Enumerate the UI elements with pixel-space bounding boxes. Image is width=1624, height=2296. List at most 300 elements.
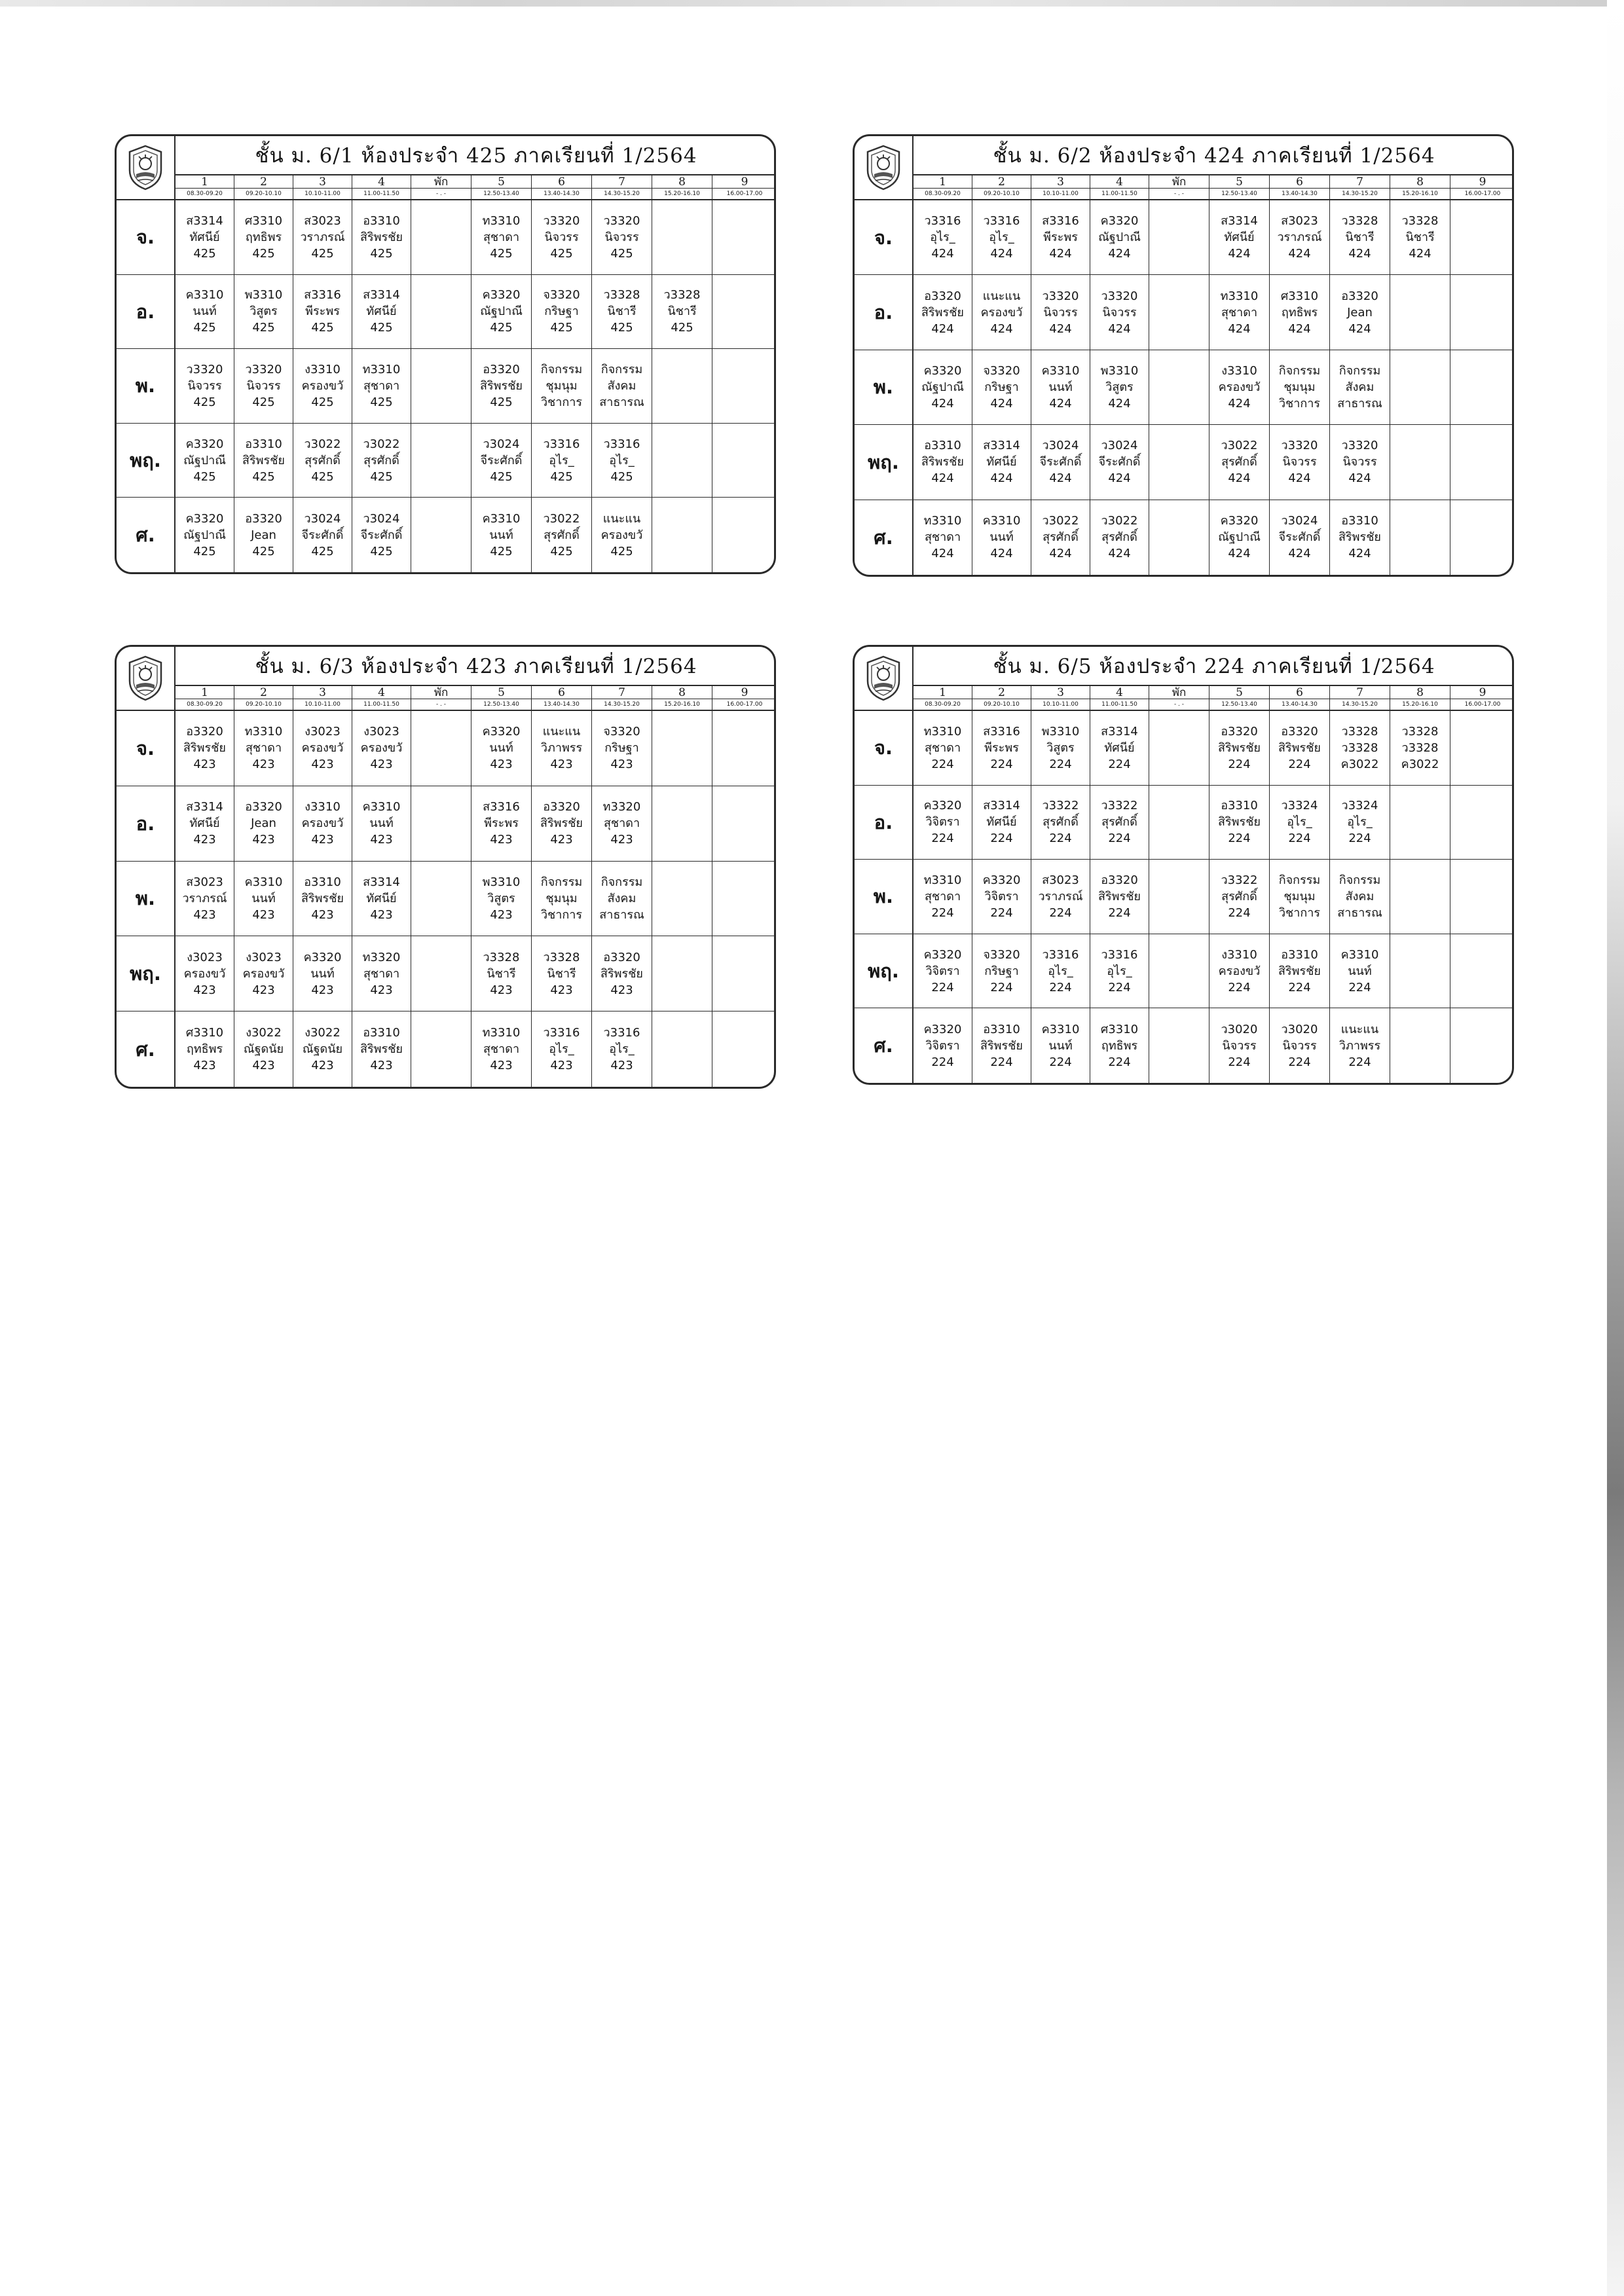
course-code: ส3316 — [1042, 214, 1079, 228]
teacher-name: สิริพรชัย — [480, 378, 523, 393]
teacher-name: กริษฐา — [544, 304, 579, 319]
course-code: กิจกรรม — [540, 362, 583, 376]
period-time: 09.20-10.10 — [234, 189, 293, 200]
period-number: 1 — [913, 686, 972, 699]
room-number: 425 — [370, 246, 393, 261]
class-cell — [234, 711, 293, 786]
room-number: วิชาการ — [1278, 396, 1321, 410]
teacher-name: ทัศนีย์ — [366, 891, 397, 905]
course-code: ค3310 — [1340, 947, 1379, 962]
course-code: ง3022 — [246, 1026, 282, 1040]
class-cell — [1390, 200, 1450, 275]
period-number: 7 — [1330, 175, 1390, 189]
class-cell — [592, 1011, 652, 1087]
room-number: 423 — [311, 1059, 334, 1073]
class-cell — [652, 1011, 712, 1087]
teacher-name: สุรศักดิ์ — [1221, 889, 1257, 903]
lunch-cell — [411, 786, 471, 862]
teacher-name: ณัฐปาณี — [1218, 530, 1261, 545]
room-number: 424 — [1348, 321, 1371, 336]
course-code: อ3320 — [1101, 873, 1138, 887]
class-cell — [532, 711, 592, 786]
class-cell — [1450, 1008, 1514, 1083]
class-cell — [1090, 786, 1149, 860]
timetable-grid — [117, 647, 774, 1087]
room-number: 424 — [1348, 547, 1371, 561]
school-emblem-icon — [863, 655, 904, 702]
room-number: 224 — [1108, 757, 1131, 771]
course-code: ง3310 — [1221, 363, 1257, 378]
room-number: สาธารณ — [599, 395, 644, 409]
period-time: 10.10-11.00 — [1031, 699, 1090, 711]
room-number: 224 — [1288, 831, 1311, 846]
teacher-name: สังคม — [1345, 889, 1375, 903]
teacher-name: สุรศักดิ์ — [304, 453, 341, 467]
room-number: 424 — [1228, 321, 1251, 336]
class-cell — [234, 1011, 293, 1087]
class-cell — [972, 860, 1031, 934]
course-code: อ3310 — [245, 437, 282, 451]
lunch-cell — [1149, 934, 1209, 1009]
course-code: ส3023 — [1042, 873, 1079, 887]
class-cell — [712, 424, 776, 498]
class-cell — [1031, 711, 1090, 786]
lunch-cell — [411, 275, 471, 350]
class-cell — [1450, 425, 1514, 500]
period-number: 6 — [1270, 686, 1330, 699]
course-code: อ3320 — [245, 511, 282, 526]
teacher-name: วิจิตรา — [925, 815, 960, 829]
teacher-name: ชุมนุม — [1283, 889, 1316, 903]
timetable-title: ชั้น ม. 6/1 ห้องประจำ 425 ภาคเรียนที่ 1/2564 — [175, 136, 776, 175]
class-cell — [972, 200, 1031, 275]
room-number: 424 — [1049, 471, 1072, 486]
room-number: 425 — [311, 246, 334, 261]
teacher-name: สุรศักดิ์ — [1043, 815, 1079, 829]
course-code: ว3328 — [543, 950, 580, 964]
class-cell — [175, 1011, 234, 1087]
class-cell — [1450, 934, 1514, 1009]
class-cell — [175, 424, 234, 498]
teacher-name: ครองขวั — [301, 741, 344, 756]
class-cell — [1330, 500, 1390, 575]
teacher-name: นิจวรร — [1222, 1038, 1257, 1053]
room-number: 425 — [370, 395, 393, 409]
class-cell — [1390, 711, 1450, 786]
class-cell — [471, 862, 532, 937]
class-cell — [293, 275, 352, 350]
lunch-cell — [411, 711, 471, 786]
teacher-name: ณัฐปาณี — [480, 304, 523, 319]
room-number: 224 — [1288, 980, 1311, 994]
teacher-name: ครองขวั — [301, 816, 344, 831]
teacher-name: วิสูตร — [1105, 380, 1134, 394]
course-code: ว3316 — [603, 437, 640, 451]
class-cell — [1450, 786, 1514, 860]
course-code: ว3024 — [1281, 514, 1318, 528]
room-number: 424 — [1348, 247, 1371, 261]
class-cell — [175, 786, 234, 862]
teacher-name: ณัฐปาณี — [1098, 230, 1141, 245]
class-cell — [1031, 425, 1090, 500]
period-number: 4 — [352, 686, 411, 699]
class-cell — [1209, 1008, 1270, 1083]
course-code: ค3320 — [185, 511, 224, 526]
class-cell — [1031, 275, 1090, 350]
room-number: 423 — [490, 907, 513, 922]
class-cell — [175, 200, 234, 275]
teacher-name: ฤทธิพร — [186, 1042, 223, 1057]
room-number: 224 — [990, 757, 1013, 771]
room-number: 424 — [1108, 471, 1131, 486]
period-time: 15.20-16.10 — [1390, 189, 1450, 200]
class-cell — [352, 349, 411, 424]
course-code: ว3316 — [924, 214, 961, 228]
teacher-name: สุชาดา — [245, 741, 282, 756]
teacher-name: ทัศนีย์ — [1224, 230, 1255, 245]
lunch-cell — [1149, 1008, 1209, 1083]
lunch-cell — [1149, 711, 1209, 786]
teacher-name: สังคม — [607, 891, 637, 905]
room-number: 224 — [990, 905, 1013, 920]
teacher-name: ครองขวั — [980, 305, 1023, 319]
teacher-name: สุชาดา — [483, 230, 520, 244]
class-cell — [1090, 200, 1149, 275]
room-number: 424 — [1288, 547, 1311, 561]
class-cell — [1031, 934, 1090, 1009]
class-cell — [1090, 425, 1149, 500]
class-cell — [652, 936, 712, 1011]
room-number: 423 — [490, 1059, 513, 1073]
room-number: 224 — [931, 831, 954, 846]
room-number: 224 — [1049, 905, 1072, 920]
class-cell — [293, 862, 352, 937]
period-number: 7 — [1330, 686, 1390, 699]
room-number: 424 — [1228, 247, 1251, 261]
course-code: ว3320 — [1341, 439, 1378, 453]
class-cell — [712, 786, 776, 862]
room-number: 423 — [193, 907, 216, 922]
teacher-name: สุชาดา — [363, 378, 400, 393]
class-cell — [1450, 500, 1514, 575]
course-code: ส3023 — [186, 875, 223, 889]
lunch-cell — [1149, 275, 1209, 350]
class-cell — [652, 349, 712, 424]
teacher-name: นนท์ — [489, 741, 513, 756]
class-cell — [712, 200, 776, 275]
teacher-name: ครองขวั — [1218, 380, 1261, 394]
teacher-name: สิริพรชัย — [183, 741, 226, 756]
room-number: 423 — [252, 983, 275, 997]
period-time: 15.20-16.10 — [1390, 699, 1450, 711]
day-label: พ. — [855, 350, 913, 425]
teacher-name: สุชาดา — [1221, 305, 1258, 319]
room-number: 425 — [490, 321, 513, 335]
teacher-name: อุไร_ — [1347, 815, 1373, 829]
teacher-name: วิภาพรร — [1338, 1038, 1381, 1053]
course-code: ว3322 — [1042, 799, 1079, 813]
course-code: ส3316 — [483, 800, 520, 814]
course-code: ว3320 — [543, 213, 580, 228]
room-number: 424 — [1288, 321, 1311, 336]
teacher-name: นิชารี — [487, 966, 516, 981]
course-code: ว3022 — [1042, 514, 1079, 528]
course-code: ค3310 — [244, 875, 283, 889]
course-code: จ3320 — [543, 288, 580, 302]
class-cell — [972, 786, 1031, 860]
teacher-name: อุไร_ — [549, 453, 574, 467]
teacher-name: สิริพรชัย — [301, 891, 344, 905]
course-code: กิจกรรม — [1338, 363, 1381, 378]
class-cell — [352, 424, 411, 498]
room-number: 224 — [1348, 1055, 1371, 1069]
class-cell — [1270, 425, 1330, 500]
class-cell — [1330, 860, 1390, 934]
course-code: ท3310 — [923, 873, 962, 887]
room-number: 425 — [311, 321, 334, 335]
logo-box — [855, 647, 913, 711]
room-number: 423 — [370, 907, 393, 922]
course-code: ค3320 — [982, 873, 1021, 887]
course-code: อ3320 — [1281, 724, 1318, 738]
class-cell — [532, 424, 592, 498]
course-code: ค3320 — [185, 437, 224, 451]
lunch-cell — [411, 936, 471, 1011]
class-cell — [471, 1011, 532, 1087]
day-label: ศ. — [855, 1008, 913, 1083]
teacher-name: นิชารี — [607, 304, 637, 319]
class-cell — [1209, 500, 1270, 575]
teacher-name: จีระศักดิ์ — [1278, 530, 1321, 545]
class-cell — [293, 711, 352, 786]
teacher-name: ณัฐดนัย — [302, 1042, 343, 1057]
class-cell — [1390, 786, 1450, 860]
class-cell — [1330, 275, 1390, 350]
course-code: ค3310 — [1041, 363, 1080, 378]
room-number: 425 — [490, 469, 513, 484]
room-number: 424 — [1108, 396, 1131, 410]
room-number: 424 — [931, 471, 954, 486]
room-number: 224 — [1348, 831, 1371, 846]
teacher-name: วิจิตรา — [925, 964, 960, 978]
room-number: 424 — [931, 247, 954, 261]
class-cell — [1450, 200, 1514, 275]
teacher-name: วราภรณ์ — [1038, 889, 1083, 903]
course-code: อ3310 — [1341, 514, 1378, 528]
teacher-name: สิริพรชัย — [1278, 964, 1321, 978]
course-code: ส3314 — [983, 439, 1020, 453]
teacher-name: สุชาดา — [603, 816, 640, 831]
class-cell — [293, 498, 352, 572]
class-cell — [712, 1011, 776, 1087]
room-number: 224 — [1108, 980, 1131, 994]
room-number: สาธารณ — [1337, 396, 1382, 410]
timetable-card-m6-3 — [115, 645, 776, 1089]
course-code: ว3320 — [186, 362, 223, 376]
class-cell — [471, 424, 532, 498]
course-code: ว3324 — [1341, 799, 1378, 813]
course-code: อ3310 — [304, 875, 341, 889]
period-time: - . - — [1149, 699, 1209, 711]
teacher-name: Jean — [1347, 305, 1373, 319]
room-number: 425 — [311, 395, 334, 409]
class-cell — [293, 349, 352, 424]
course-code: ท3320 — [602, 800, 641, 814]
class-cell — [712, 711, 776, 786]
room-number: 224 — [1228, 905, 1251, 920]
teacher-name: นิจวรร — [187, 378, 222, 393]
class-cell — [592, 711, 652, 786]
lunch-cell — [1149, 200, 1209, 275]
room-number: 423 — [610, 833, 633, 847]
logo-box — [117, 136, 175, 200]
course-code: อ3320 — [245, 800, 282, 814]
course-code: ง3310 — [304, 800, 341, 814]
class-cell — [972, 711, 1031, 786]
course-code: อ3310 — [363, 213, 400, 228]
class-cell — [352, 200, 411, 275]
course-code: ว3328 — [1341, 724, 1378, 738]
course-code: ว3024 — [1101, 439, 1138, 453]
class-cell — [592, 498, 652, 572]
day-label: จ. — [117, 200, 175, 275]
room-number: 423 — [311, 983, 334, 997]
period-time: 10.10-11.00 — [1031, 189, 1090, 200]
period-time: 14.30-15.20 — [592, 699, 652, 711]
class-cell — [1209, 786, 1270, 860]
teacher-name: นิจวรร — [1102, 305, 1137, 319]
room-number: 425 — [311, 544, 334, 558]
day-label: ศ. — [117, 498, 175, 572]
period-number: 9 — [1450, 686, 1514, 699]
room-number: 425 — [252, 246, 275, 261]
course-code: ค3320 — [1100, 214, 1139, 228]
class-cell — [352, 498, 411, 572]
class-cell — [972, 934, 1031, 1009]
course-code: อ3310 — [1221, 799, 1258, 813]
room-number: ค3022 — [1340, 757, 1379, 771]
room-number: 424 — [1288, 471, 1311, 486]
period-time: - . - — [1149, 189, 1209, 200]
class-cell — [532, 275, 592, 350]
room-number: 424 — [931, 321, 954, 336]
class-cell — [913, 200, 972, 275]
lunch-cell — [1149, 350, 1209, 425]
period-time: 09.20-10.10 — [972, 189, 1031, 200]
teacher-name: จีระศักดิ์ — [1039, 455, 1082, 469]
teacher-name: วิสูตร — [249, 304, 278, 319]
class-cell — [293, 786, 352, 862]
period-time: 13.40-14.30 — [532, 699, 592, 711]
room-number: 425 — [252, 321, 275, 335]
class-cell — [592, 424, 652, 498]
class-cell — [1270, 860, 1330, 934]
course-code: ง3023 — [246, 950, 282, 964]
timetable-card-m6-2 — [853, 134, 1514, 577]
course-code: ว3320 — [603, 213, 640, 228]
period-number: 3 — [1031, 175, 1090, 189]
course-code: ท3310 — [482, 1026, 521, 1040]
teacher-name: อุไร_ — [1287, 815, 1312, 829]
teacher-name: สังคม — [1345, 380, 1375, 394]
period-number: 1 — [175, 175, 234, 189]
day-label: ศ. — [117, 1011, 175, 1087]
course-code: อ3310 — [983, 1022, 1020, 1036]
period-number: 3 — [293, 175, 352, 189]
room-number: 224 — [1288, 1055, 1311, 1069]
class-cell — [1090, 350, 1149, 425]
timetable-grid — [117, 136, 774, 572]
teacher-name: นิจวรร — [1342, 455, 1377, 469]
class-cell — [1209, 350, 1270, 425]
course-code: แนะแน — [1340, 1022, 1379, 1036]
teacher-name: นนท์ — [251, 891, 276, 905]
teacher-name: อุไร_ — [1107, 964, 1132, 978]
room-number: 423 — [490, 833, 513, 847]
course-code: กิจกรรม — [1278, 363, 1321, 378]
day-label: อ. — [117, 275, 175, 350]
teacher-name: ชุมนุม — [1283, 380, 1316, 394]
course-code: ส3314 — [186, 800, 223, 814]
period-time: 16.00-17.00 — [1450, 189, 1514, 200]
teacher-name: ครองขวั — [242, 966, 285, 981]
room-number: 224 — [1108, 1055, 1131, 1069]
course-code: ว3328 — [603, 288, 640, 302]
teacher-name: สุชาดา — [924, 889, 961, 903]
course-code: ท3320 — [362, 950, 401, 964]
room-number: 424 — [1108, 547, 1131, 561]
teacher-name: สิริพรชัย — [540, 816, 583, 831]
school-emblem-icon — [125, 144, 166, 191]
timetable-grid — [855, 647, 1512, 1083]
course-code: ว3316 — [1042, 947, 1079, 962]
day-label: จ. — [855, 200, 913, 275]
class-cell — [1090, 500, 1149, 575]
period-number: 8 — [1390, 175, 1450, 189]
course-code: ง3023 — [187, 950, 223, 964]
class-cell — [1330, 1008, 1390, 1083]
period-number: 3 — [293, 686, 352, 699]
course-code: ส3314 — [1221, 214, 1258, 228]
room-number: 224 — [931, 1055, 954, 1069]
teacher-name: พีระพร — [1043, 230, 1078, 245]
course-code: กิจกรรม — [1278, 873, 1321, 887]
room-number: 424 — [1108, 247, 1131, 261]
class-cell — [293, 200, 352, 275]
class-cell — [532, 1011, 592, 1087]
period-time: 16.00-17.00 — [1450, 699, 1514, 711]
room-number: 423 — [370, 833, 393, 847]
course-code: ท3310 — [482, 213, 521, 228]
course-code: ว3328 — [483, 950, 520, 964]
course-code: ค3310 — [482, 511, 521, 526]
period-number: 2 — [972, 686, 1031, 699]
course-code: ว3020 — [1281, 1022, 1318, 1036]
room-number: 224 — [1228, 831, 1251, 846]
teacher-name: อุไร_ — [609, 1042, 635, 1057]
class-cell — [652, 424, 712, 498]
room-number: 423 — [550, 833, 573, 847]
class-cell — [1031, 200, 1090, 275]
class-cell — [175, 936, 234, 1011]
teacher-name: สิริพรชัย — [1218, 740, 1261, 755]
teacher-name: จีระศักดิ์ — [301, 528, 344, 542]
course-code: ค3310 — [982, 514, 1021, 528]
timetable-title: ชั้น ม. 6/5 ห้องประจำ 224 ภาคเรียนที่ 1/2564 — [913, 647, 1514, 686]
day-label: พฤ. — [855, 934, 913, 1009]
course-code: ท3310 — [1220, 289, 1259, 303]
class-cell — [1390, 1008, 1450, 1083]
